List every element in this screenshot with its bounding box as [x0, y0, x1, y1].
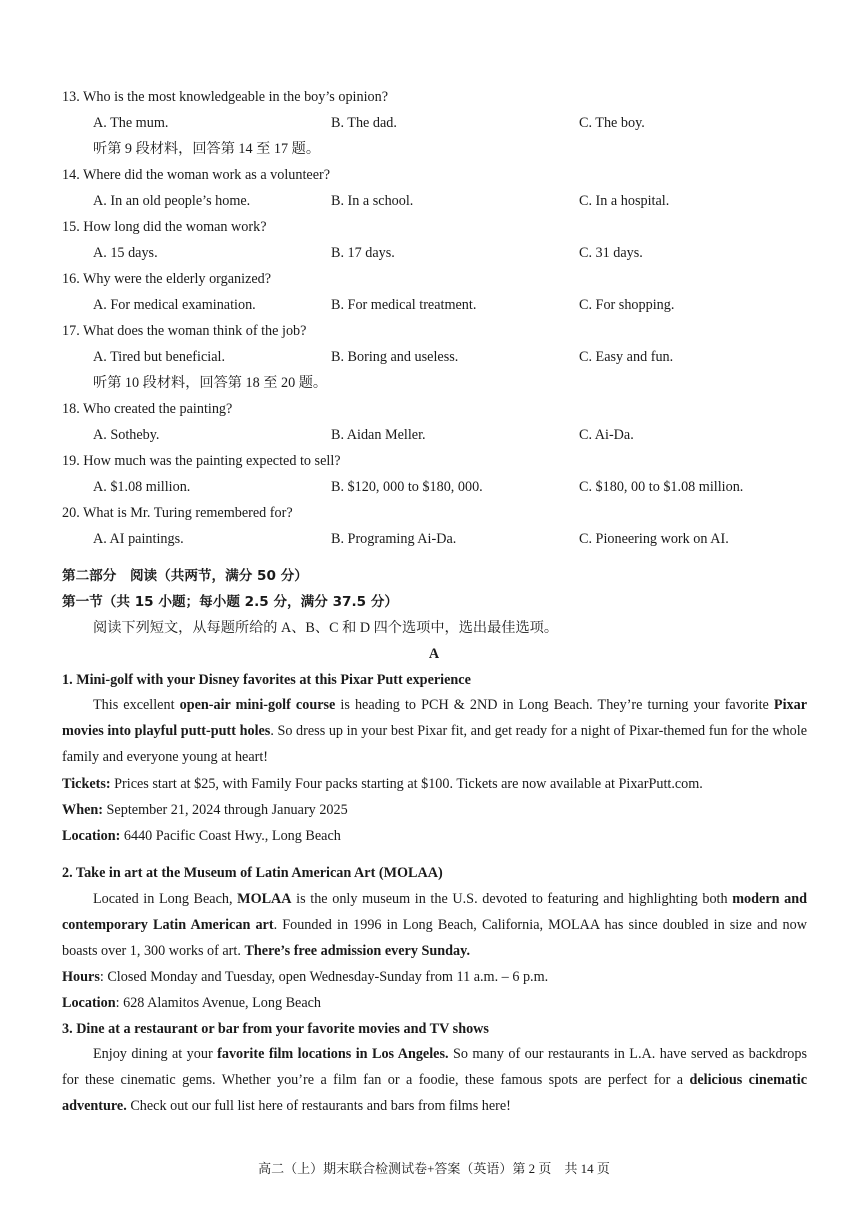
q13-option-b: B. The dad.: [331, 115, 397, 131]
item-2-title: 2. Take in art at the Museum of Latin American Art (MOLAA): [62, 865, 443, 881]
item-1-tickets: Tickets: Prices start at $25, with Family Four packs starting at $100. Tickets are now available at PixarPutt.com.: [62, 776, 703, 792]
item-1-location: Location: 6440 Pacific Coast Hwy., Long Beach: [62, 828, 341, 844]
q13-option-c: C. The boy.: [579, 115, 645, 131]
passage-letter: A: [428, 646, 440, 662]
question-15: 15. How long did the woman work?: [62, 219, 267, 235]
section-one-heading: 第一节（共 15 小题；每小题 2.5 分，满分 37.5 分）: [62, 594, 399, 610]
question-13: 13. Who is the most knowledgeable in the boy’s opinion?: [62, 89, 389, 105]
q18-option-a: A. Sotheby.: [93, 427, 160, 443]
question-17: 17. What does the woman think of the job?: [62, 323, 307, 339]
q20-option-b: B. Programing Ai-Da.: [331, 531, 457, 547]
question-20: 20. What is Mr. Turing remembered for?: [62, 505, 293, 521]
item-2-paragraph: Located in Long Beach, MOLAA is the only museum in the U.S. devoted to featuring and highlighting both modern and contemporary Latin American art. Founded in 1996 in Long Beach, California, MOLAA has since doubled in size and now boasts over 1, 300 works of art. There’s free admission every Sunday.: [62, 891, 808, 959]
q14-option-a: A. In an old people’s home.: [93, 193, 251, 209]
part-two-heading: 第二部分 阅读（共两节，满分 50 分）: [62, 568, 308, 584]
q15-option-b: B. 17 days.: [331, 245, 395, 261]
item-1-paragraph: This excellent open-air mini-golf course is heading to PCH & 2ND in Long Beach. They’re turning your favorite Pixar movies into playful putt-putt holes. So dress up in your best Pixar fit, and get ready for a night of Pixar-themed fun for the whole family and everyone young at heart!: [62, 697, 807, 765]
item-2-hours: Hours: Closed Monday and Tuesday, open Wednesday-Sunday from 11 a.m. – 6 p.m.: [62, 969, 549, 985]
q13-option-a: A. The mum.: [93, 115, 169, 131]
question-19: 19. How much was the painting expected to sell?: [62, 453, 341, 469]
q14-option-b: B. In a school.: [331, 193, 414, 209]
item-3-paragraph: Enjoy dining at your favorite film locations in Los Angeles. So many of our restaurants in L.A. have served as backdrops for these cinematic gems. Whether you’re a film fan or a foodie, these famous spots are perfect for a delicious cinematic adventure. Check out our full list here of restaurants and bars from films here!: [62, 1046, 807, 1114]
q17-option-b: B. Boring and useless.: [331, 349, 459, 365]
q19-option-b: B. $120, 000 to $180, 000.: [331, 479, 483, 495]
item-1-when: When: September 21, 2024 through January 2025: [62, 802, 348, 818]
q20-option-c: C. Pioneering work on AI.: [579, 531, 729, 547]
question-16: 16. Why were the elderly organized?: [62, 271, 272, 287]
reading-instruction: 阅读下列短文，从每题所给的 A、B、C 和 D 四个选项中，选出最佳选项。: [93, 620, 559, 636]
question-18: 18. Who created the painting?: [62, 401, 233, 417]
q18-option-b: B. Aidan Meller.: [331, 427, 426, 443]
q17-option-c: C. Easy and fun.: [579, 349, 674, 365]
listening-instruction-9: 听第 9 段材料，回答第 14 至 17 题。: [93, 141, 321, 157]
listening-instruction-10: 听第 10 段材料，回答第 18 至 20 题。: [93, 375, 328, 391]
question-14: 14. Where did the woman work as a volunteer?: [62, 167, 331, 183]
q16-option-c: C. For shopping.: [579, 297, 675, 313]
item-3-title: 3. Dine at a restaurant or bar from your favorite movies and TV shows: [62, 1021, 489, 1037]
item-1-title: 1. Mini-golf with your Disney favorites at this Pixar Putt experience: [62, 672, 471, 688]
q17-option-a: A. Tired but beneficial.: [93, 349, 226, 365]
page-footer: 高二（上）期末联合检测试卷+答案（英语）第 2 页 共 14 页: [258, 1161, 610, 1176]
q19-option-c: C. $180, 00 to $1.08 million.: [579, 479, 744, 495]
q20-option-a: A. AI paintings.: [93, 531, 184, 547]
q19-option-a: A. $1.08 million.: [93, 479, 191, 495]
q16-option-a: A. For medical examination.: [93, 297, 256, 313]
q15-option-c: C. 31 days.: [579, 245, 643, 261]
q18-option-c: C. Ai-Da.: [579, 427, 634, 443]
item-2-location: Location: 628 Alamitos Avenue, Long Beach: [62, 995, 322, 1011]
q16-option-b: B. For medical treatment.: [331, 297, 477, 313]
q15-option-a: A. 15 days.: [93, 245, 158, 261]
q14-option-c: C. In a hospital.: [579, 193, 670, 209]
